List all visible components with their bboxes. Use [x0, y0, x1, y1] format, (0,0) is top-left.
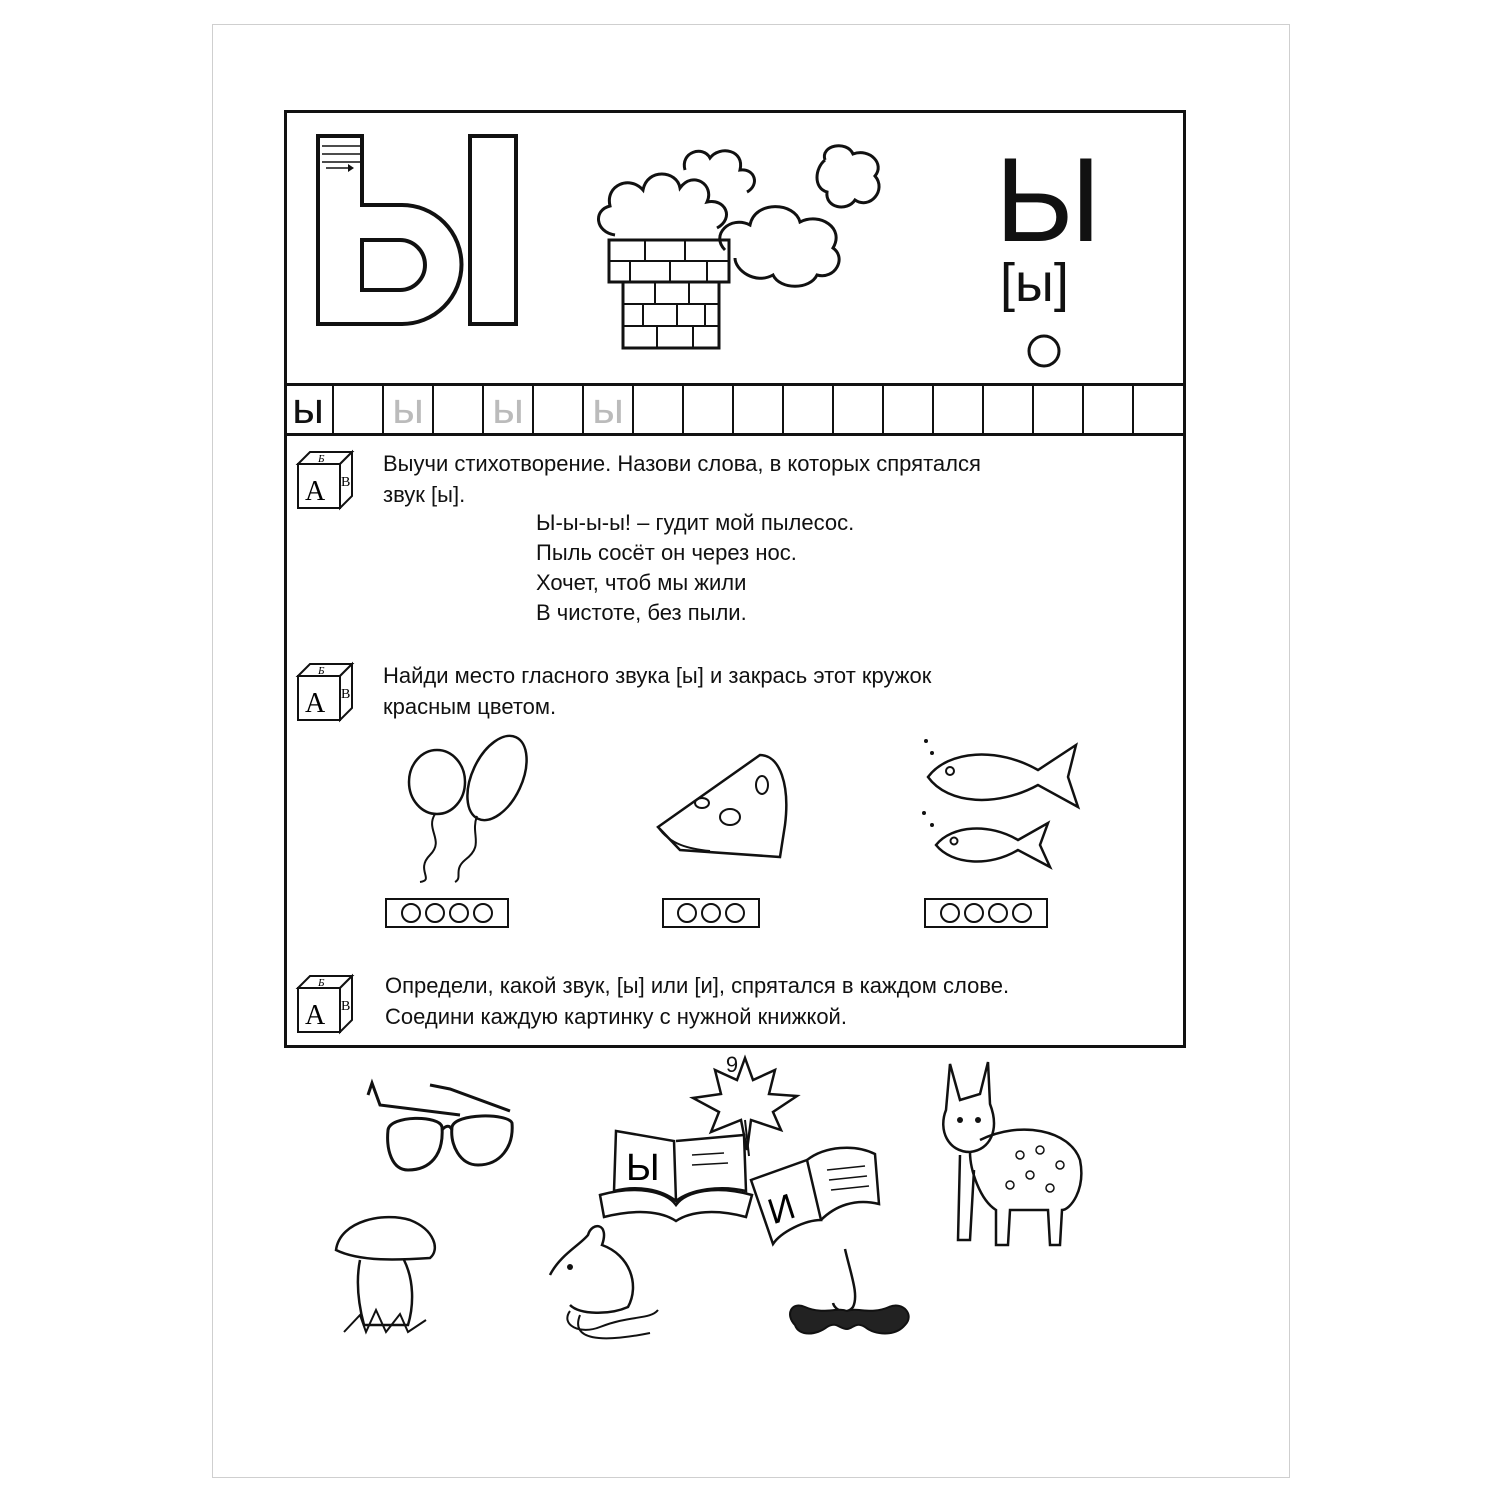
- sound-circle[interactable]: [401, 903, 421, 923]
- copy-cell[interactable]: [884, 385, 934, 433]
- task2-line2: красным цветом.: [383, 694, 557, 719]
- task1-line2: звук [ы].: [383, 482, 466, 507]
- poem-line: Пыль сосёт он через нос.: [536, 540, 797, 565]
- copy-cell[interactable]: [934, 385, 984, 433]
- task3-line2: Соедини каждую картинку с нужной книжкой.: [385, 1004, 847, 1029]
- book-y[interactable]: [596, 1125, 756, 1225]
- page-number: 9: [725, 1052, 739, 1077]
- task2-line1: Найди место гласного звука [ы] и закрась этот кружок: [383, 663, 932, 688]
- copy-cell[interactable]: [734, 385, 784, 433]
- cube-top-letter: Б: [318, 977, 325, 989]
- lynx-image: [930, 1060, 1100, 1255]
- abc-cube-icon: [294, 448, 358, 512]
- cube-front-letter: А: [305, 476, 326, 507]
- copy-cell[interactable]: [1034, 385, 1084, 433]
- task2-instructions: [383, 660, 1173, 722]
- balloons-image: [385, 730, 545, 885]
- copy-cell[interactable]: [434, 385, 484, 433]
- letter-display: Ы: [995, 133, 1102, 267]
- cube-front-letter: А: [305, 1000, 326, 1031]
- abc-cube-icon: [294, 660, 358, 724]
- copy-cell[interactable]: [534, 385, 584, 433]
- task1-line1: Выучи стихотворение. Назови слова, в которых спрятался: [383, 451, 981, 476]
- cube-front-letter: А: [305, 688, 326, 719]
- abc-cube-icon: [294, 972, 358, 1036]
- copy-row: [284, 385, 1180, 433]
- sound-circle[interactable]: [988, 903, 1008, 923]
- sound-circle[interactable]: [964, 903, 984, 923]
- task3-line1: Определи, какой звук, [ы] или [и], спрятался в каждом слове.: [385, 973, 1010, 998]
- nose-mustache-image: [775, 1245, 925, 1355]
- copy-cell[interactable]: [684, 385, 734, 433]
- vowel-circle: [1026, 333, 1062, 369]
- book-i[interactable]: [745, 1140, 885, 1250]
- sound-circle[interactable]: [701, 903, 721, 923]
- copy-cell-sample: ы: [284, 385, 334, 433]
- sound-circle[interactable]: [1012, 903, 1032, 923]
- copy-cell-traced[interactable]: ы: [584, 385, 634, 433]
- copy-cell-traced[interactable]: ы: [484, 385, 534, 433]
- copy-cell-traced[interactable]: ы: [384, 385, 434, 433]
- sound-circle[interactable]: [425, 903, 445, 923]
- copy-cell[interactable]: [984, 385, 1034, 433]
- cube-side-letter: В: [341, 475, 351, 490]
- cube-top-letter: Б: [318, 665, 325, 677]
- copy-cell[interactable]: [334, 385, 384, 433]
- task3-instructions: [385, 970, 1175, 1032]
- task1-instructions: [383, 448, 1173, 510]
- cube-top-letter: Б: [318, 453, 325, 465]
- poem: [536, 508, 854, 628]
- copy-cell[interactable]: [1134, 385, 1184, 433]
- sound-circle[interactable]: [449, 903, 469, 923]
- poem-line: Ы-ы-ы-ы! – гудит мой пылесос.: [536, 510, 855, 535]
- mouse-image: [540, 1215, 660, 1345]
- chimney-smoke-image: [585, 140, 895, 350]
- copy-cell[interactable]: [784, 385, 834, 433]
- outline-letter-image: [312, 130, 532, 335]
- poem-line: Хочет, чтоб мы жили: [536, 570, 747, 595]
- copy-cell[interactable]: [634, 385, 684, 433]
- sound-circle[interactable]: [940, 903, 960, 923]
- sound-circle[interactable]: [677, 903, 697, 923]
- copy-row-bottom-line: [284, 433, 1186, 436]
- mushroom-image: [330, 1210, 440, 1340]
- cube-side-letter: В: [341, 687, 351, 702]
- poem-line: В чистоте, без пыли.: [536, 600, 747, 625]
- book-y-letter: Ы: [626, 1147, 660, 1189]
- sound-scheme-4: [385, 898, 509, 928]
- cheese-image: [650, 745, 800, 865]
- glasses-image: [360, 1075, 520, 1175]
- copy-cell[interactable]: [834, 385, 884, 433]
- phoneme-label: [ы]: [1000, 253, 1069, 313]
- cube-side-letter: В: [341, 999, 351, 1014]
- sound-scheme-3: [662, 898, 760, 928]
- book-i-letter: И: [762, 1185, 800, 1233]
- fish-image: [918, 735, 1083, 880]
- sound-circle[interactable]: [473, 903, 493, 923]
- copy-cell[interactable]: [1084, 385, 1134, 433]
- sound-circle[interactable]: [725, 903, 745, 923]
- sound-scheme-4: [924, 898, 1048, 928]
